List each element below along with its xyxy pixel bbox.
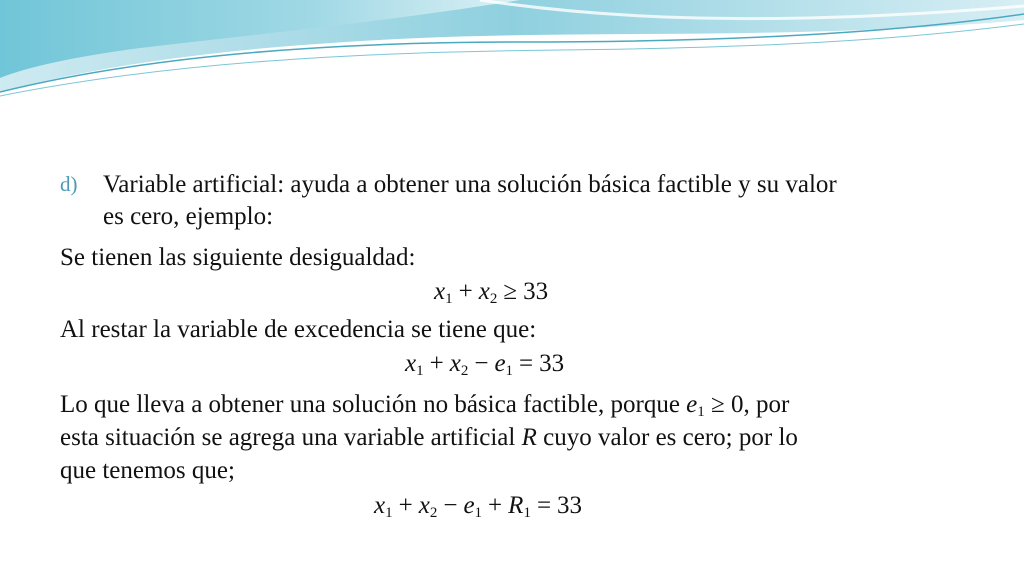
paragraph-line1: Lo que lleva a obtener una solución no básica factible, porque $e_1 \ge 0$, por (60, 391, 790, 420)
equation-artificial: $x_1 + x_2 - e_1 + R_1 = 33$ (374, 492, 583, 521)
item-text-line2: es cero, ejemplo: (103, 203, 274, 230)
list-marker: d) (60, 172, 78, 196)
equation-surplus: $x_1 + x_2 - e_1 = 33$ (405, 350, 565, 379)
paragraph-line3: que tenemos que; (60, 457, 235, 484)
intro-text: Se tienen las siguiente desigualdad: (60, 244, 416, 271)
explanation-text: Al restar la variable de excedencia se tiene que: (60, 316, 537, 343)
item-text-line1: Variable artificial: ayuda a obtener una solución básica factible y su valor (103, 171, 837, 198)
equation-inequality: $x_1 + x_2 \ge 33$ (434, 278, 549, 307)
paragraph-line2: esta situación se agrega una variable artificial R cuyo valor es cero; por lo (60, 424, 798, 451)
